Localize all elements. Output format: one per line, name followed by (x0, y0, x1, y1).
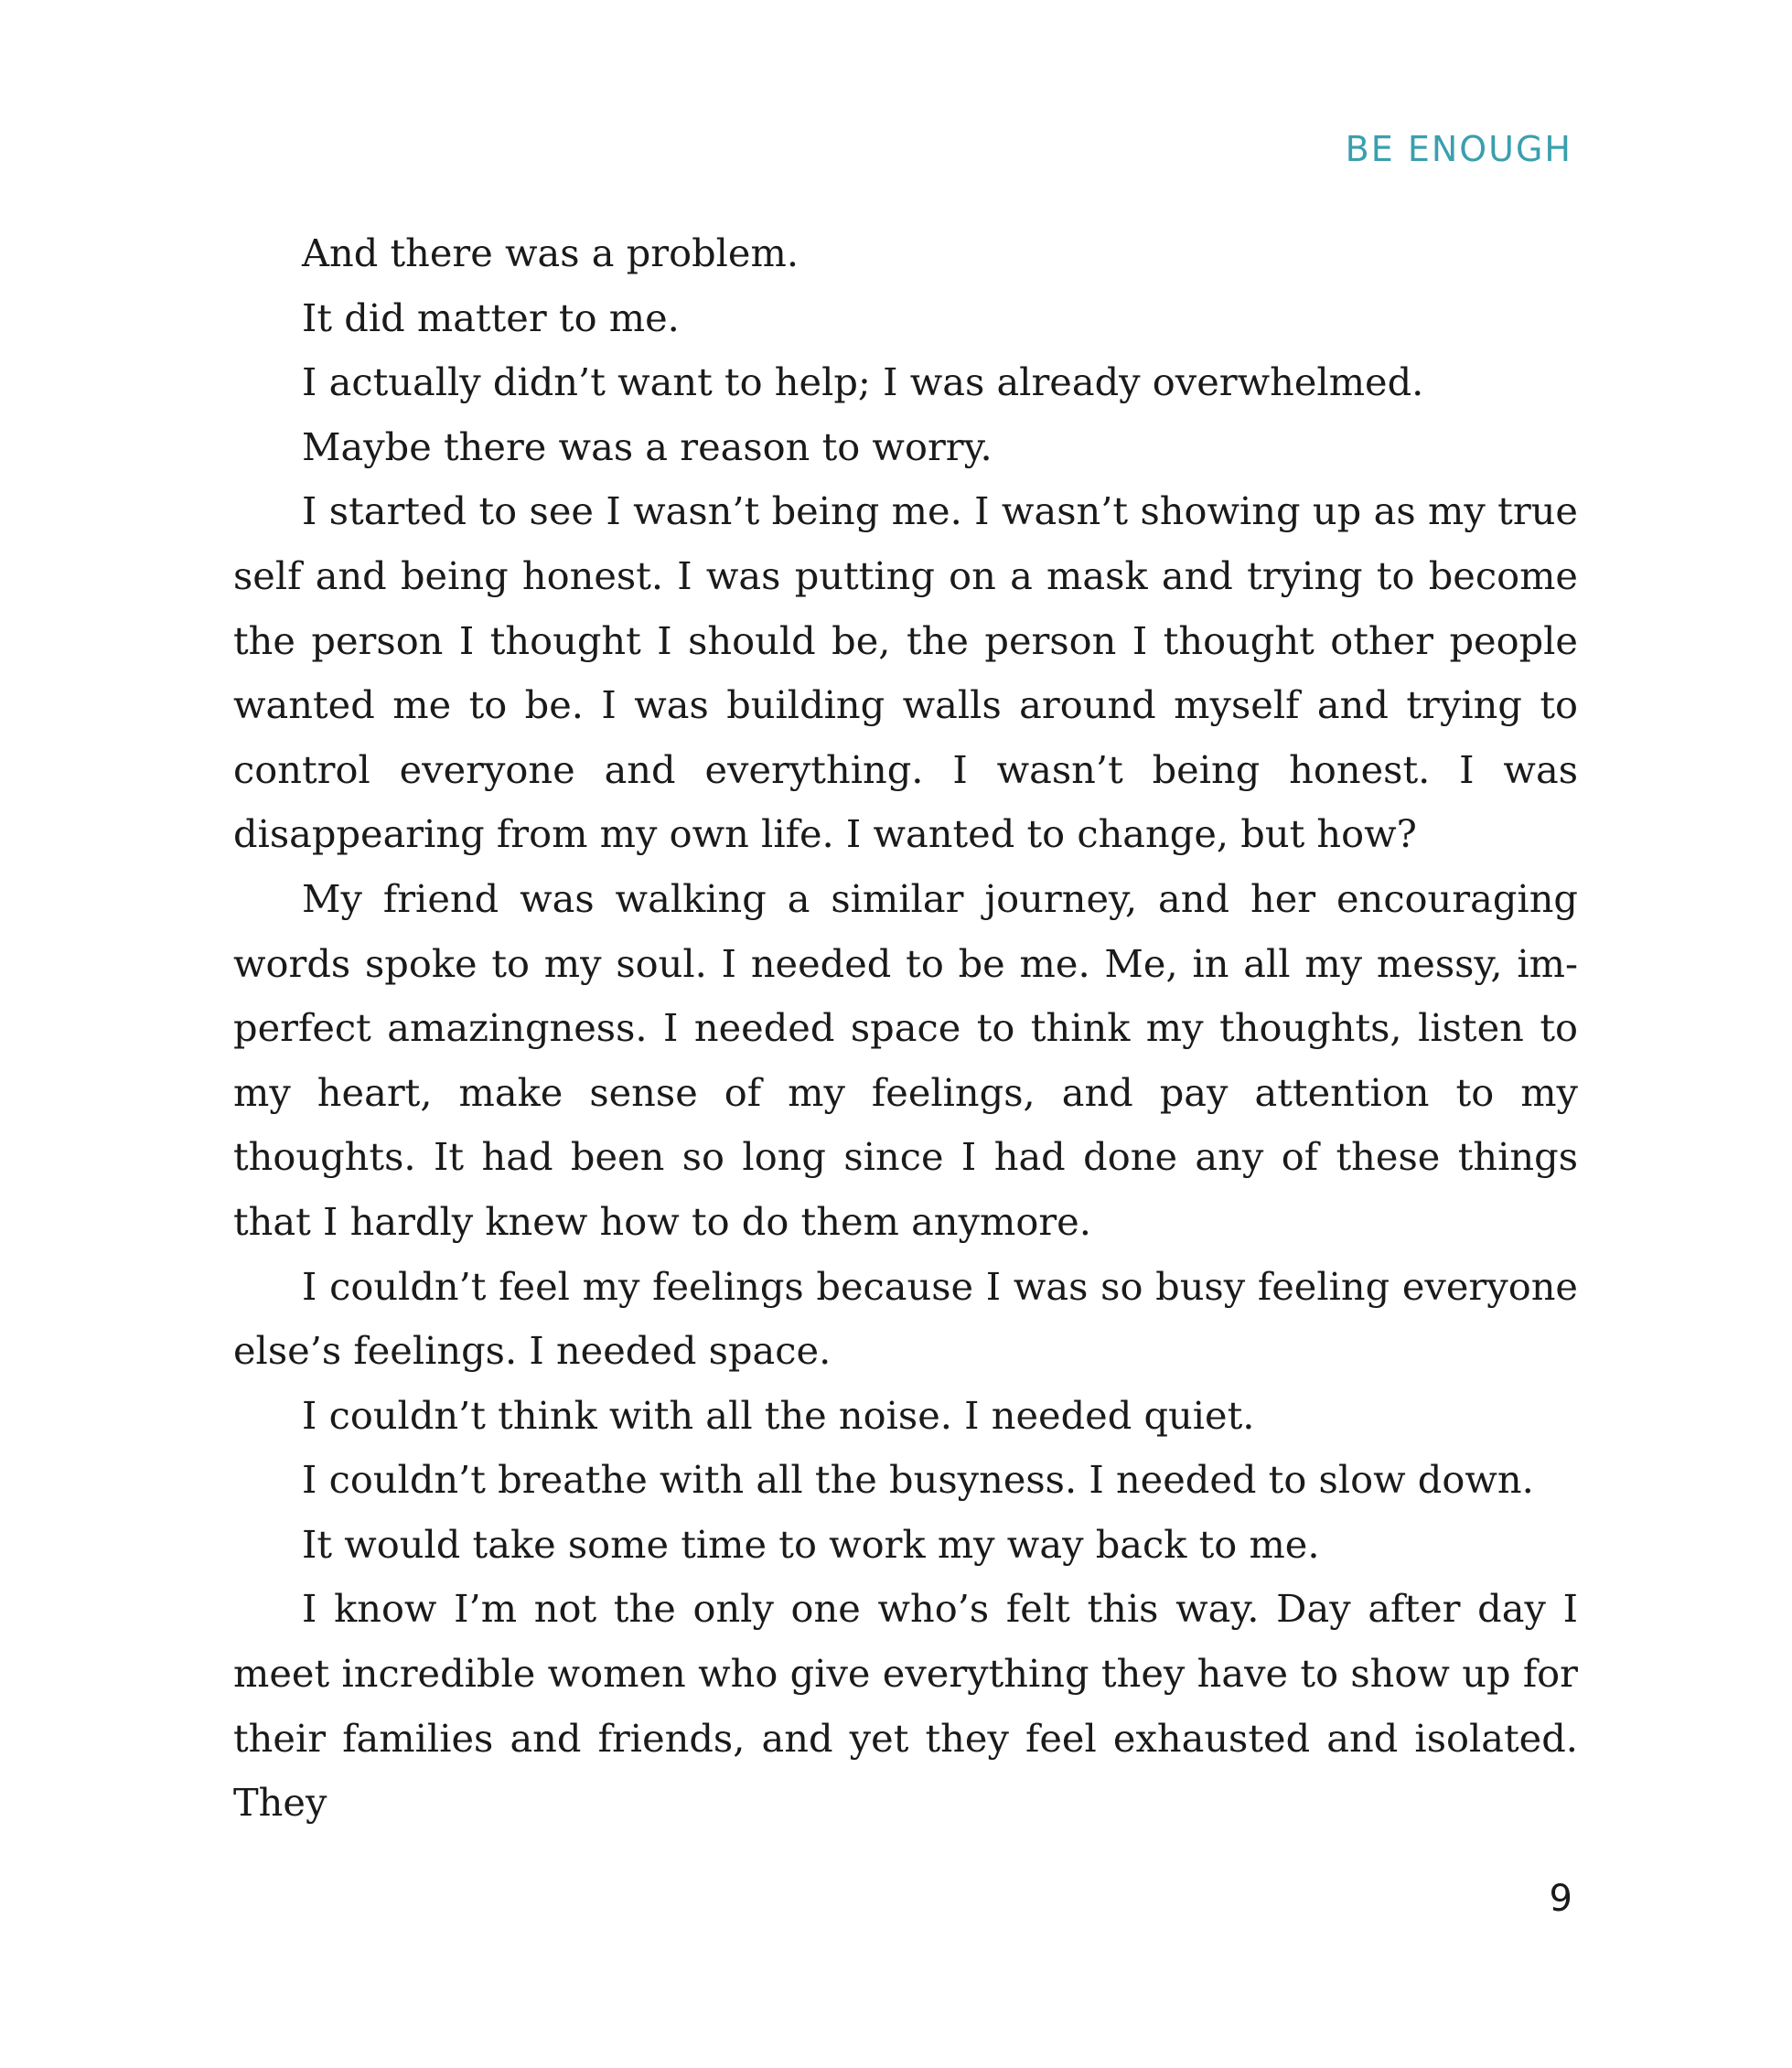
paragraph: Maybe there was a reason to worry. (302, 423, 993, 469)
paragraph: It did matter to me. (302, 295, 680, 340)
paragraph: I couldn’t breathe with all the busyness. I needed to slow down. (302, 1457, 1534, 1503)
paragraph: I actually didn’t want to help; I was already overwhelmed. (302, 359, 1424, 405)
paragraph: And there was a problem. (302, 230, 799, 275)
paragraph: I couldn’t think with all the noise. I needed quiet. (302, 1392, 1255, 1438)
body-text (233, 221, 1578, 1836)
paragraph: I know I’m not the only one who’s felt this way. Day after day I meet incredible women who give everything they have to show up for their families and friends, and yet they feel exhausted and isolated. They (233, 1586, 1578, 1826)
running-head: BE ENOUGH (1345, 129, 1572, 169)
paragraph: My friend was walking a similar journey, and her encouraging words spoke to my soul. I needed to be me. Me, in all my messy, im-perfect amazingness. I needed space to think my thoughts, listen to my heart, make sense of my feelings, and pay attention to my thoughts. It had been so long since I had done any of these things that I hardly knew how to do them anymore. (233, 875, 1578, 1244)
paragraph: I couldn’t feel my feelings because I was so busy feeling everyone else’s feelings. I needed space. (233, 1263, 1578, 1374)
page-number: 9 (1549, 1878, 1572, 1920)
paragraph: It would take some time to work my way back to me. (302, 1521, 1320, 1567)
paragraph: I started to see I wasn’t being me. I wasn’t showing up as my true self and being honest. I was putting on a mask and trying to become the person I thought I should be, the person I thought other people wanted me to be. I was building walls around myself and trying to control everyone and everything. I wasn’t being honest. I was disappearing from my own life. I wanted to change, but how? (233, 488, 1578, 857)
